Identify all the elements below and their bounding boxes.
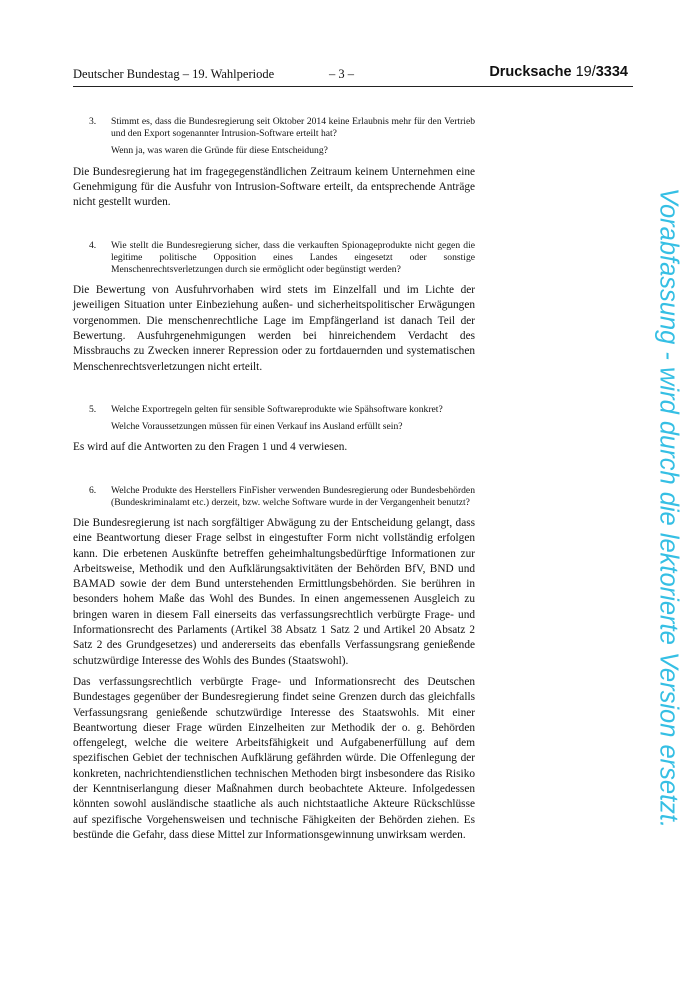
answer-paragraph: Die Bewertung von Ausfuhrvorhaben wird stets im Einzelfall und im Lichte der jeweiligen Situation unter Einbeziehung außen- und sicherheitspolitischer Erwägungen vorgenommen. Die menschenrechtliche Lage im Empfängerland ist danach Teil der Bewertung. Ausfuhrgenehmigungen werden bei hinreichendem Verdacht des Missbrauchs zu Zwecken innerer Repression oder zu fortdauernden und systematischen Menschenrechtsverletzungen nicht erteilt. xyxy=(73,284,475,373)
question-5 xyxy=(89,403,475,433)
question-text: Stimmt es, dass die Bundesregierung seit Oktober 2014 keine Erlaubnis mehr für den Vertrieb und den Export sogenannter Intrusion-Software erteilt hat? xyxy=(111,116,475,140)
question-4 xyxy=(89,239,475,277)
question-subtext: Wenn ja, was waren die Gründe für diese Entscheidung? xyxy=(111,145,328,157)
page-header xyxy=(73,64,633,87)
question-text: Welche Produkte des Herstellers FinFisher verwenden Bundesregierung oder Bundesbehörden (Bundeskriminalamt etc.) derzeit, bzw. welche Software wurde in der Vergangenheit benutzt? xyxy=(111,484,475,508)
question-number: 6. xyxy=(89,484,97,496)
answer-paragraph: Die Bundesregierung ist nach sorgfältiger Abwägung zu der Entscheidung gelangt, dass eine Beantwortung dieser Frage selbst in eingestufter Form nicht vollständig erfolgen kann. Die erbetenen Auskünfte betreffen geheimhaltungsbedürftige Informationen zur Arbeitsweise, Methodik und den Aufklärungsaktivitäten der Behörden BfV, BND und BAMAD sowie der dem Bund unterstehenden Ermittlungsbehörden. Sie berühren in besonders hohem Maße das Wohl des Bundes. In einen angemessenen Ausgleich zu bringen waren in diesem Fall einerseits das verfassungsrechtlich verbürgte Frage- und Informationsrecht des Parlaments (Artikel 38 Absatz 1 Satz 2 und Artikel 20 Absatz 2 Satz 2 des Grundgesetzes) und andererseits das ebenfalls Verfassungsrang genießende schutzwürdige Interesse des Wohls des Bundes (Staatswohl). xyxy=(73,517,475,667)
question-subtext: Welche Voraussetzungen müssen für einen Verkauf ins Ausland erfüllt sein? xyxy=(111,421,403,433)
question-text: Wie stellt die Bundesregierung sicher, dass die verkauften Spionageprodukte nicht gegen die legitime politische Opposition eines Landes eingesetzt oder sonstige Menschenrechtsverletzungen durch sie ermöglicht oder begünstigt werden? xyxy=(111,239,475,275)
header-doc-label: Drucksache xyxy=(489,64,572,80)
answer-paragraph: Das verfassungsrechtlich verbürgte Frage- und Informationsrecht des Deutschen Bundestages gegenüber der Bundesregierung findet seine Grenzen durch das gleichfalls Verfassungsrang genießende schutzwürdige Interesse des Staatswohls. Mit einer Beantwortung dieser Frage würden Einzelheiten zur Methodik der o. g. Behörden offengelegt, welche die weitere Arbeitsfähigkeit und Aufgabenerfüllung auf dem spezifischen Gebiet der technischen Aufklärung gefährden würde. Die Offenlegung der konkreten, nachrichtendienstlichen technischen Methoden birgt insbesondere das Risiko der Kenntniserlangung dieser Maßnahmen durch beobachtete Akteure. Infolgedessen könnten sowohl ausländische staatliche als auch nichtstaatliche Akteure Rückschlüsse auf spezifische Vorgehensweisen und technische Fähigkeiten der Behörden ziehen. Es bestünde die Gefahr, dass diese Mittel zur Informationsgewinnung unwirksam werden. xyxy=(73,675,475,841)
document-body xyxy=(73,116,475,849)
question-6 xyxy=(89,484,475,509)
header-parliament: Deutscher Bundestag – 19. Wahlperiode xyxy=(73,67,275,81)
header-document-number xyxy=(489,64,628,80)
question-number: 3. xyxy=(89,116,97,127)
question-number: 4. xyxy=(89,239,97,251)
question-number: 5. xyxy=(89,403,97,415)
question-3 xyxy=(89,116,475,158)
header-doc-number: 3334 xyxy=(595,64,628,80)
header-doc-prefix: 19/ xyxy=(575,64,596,80)
answer-paragraph: Die Bundesregierung hat im fragegegenständlichen Zeitraum keinem Unternehmen eine Genehmigung für die Ausfuhr von Intrusion-Software erteilt, da entsprechende Anträge nicht gestellt wurden. xyxy=(73,165,475,209)
answer-paragraph: Es wird auf die Antworten zu den Fragen 1 und 4 verwiesen. xyxy=(73,441,348,454)
header-page-number: – 3 – xyxy=(329,67,354,81)
question-text: Welche Exportregeln gelten für sensible Softwareprodukte wie Spähsoftware konkret? xyxy=(111,403,443,415)
watermark-text: Vorabfassung - wird durch die lektorierte Version ersetzt. xyxy=(654,187,683,829)
